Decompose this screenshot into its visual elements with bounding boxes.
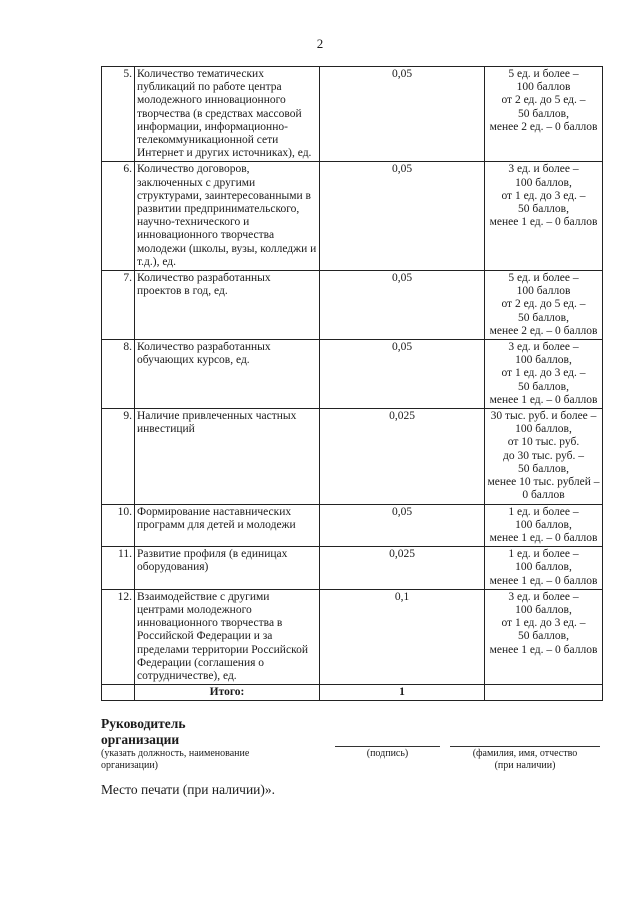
score-line: менее 1 ед. – 0 баллов [489,574,598,587]
criterion-score [485,67,603,162]
score-line: 100 баллов, [515,561,572,574]
row-number: 10. [102,504,135,547]
score-line: 3 ед. и более – [508,590,579,603]
score-line: 50 баллов, [518,630,569,643]
score-line: менее 1 ед. – 0 баллов [489,216,598,229]
criterion-name: Формирование наставнических программ для детей и молодежи [135,504,320,547]
score-line: 3 ед. и более – [508,341,579,354]
row-number: 5. [102,67,135,162]
score-line: менее 1 ед. – 0 баллов [489,643,598,656]
criterion-weight: 0,05 [320,162,485,271]
name-line [450,746,600,747]
table-row [102,504,603,547]
score-line: 100 баллов, [515,354,572,367]
table-row [102,162,603,271]
criterion-weight: 0,025 [320,547,485,590]
score-line: 0 баллов [522,489,565,502]
score-line: 100 баллов, [515,423,572,436]
row-number: 11. [102,547,135,590]
score-line: 30 тыс. руб. и более – [490,410,597,423]
score-line: от 1 ед. до 3 ед. – [501,367,586,380]
score-line: до 30 тыс. руб. – [502,449,584,462]
sign-hint: (подпись) [366,748,409,759]
score-line: 5 ед. и более – [508,272,579,285]
score-line: 50 баллов, [518,462,569,475]
table-row [102,340,603,409]
score-line: 100 баллов, [515,603,572,616]
criterion-weight: 0,05 [320,340,485,409]
criterion-name: Количество договоров, заключенных с другими структурами, заинтересованными в развитии предпринимательского, научно-технического и инновационного творчества молодежи (школы, вузы, колледжи и т.д.), ед. [135,162,320,271]
total-num-cell [102,685,135,701]
score-line: от 1 ед. до 3 ед. – [501,189,586,202]
row-number: 8. [102,340,135,409]
score-line: от 2 ед. до 5 ед. – [501,298,586,311]
score-line: 50 баллов, [518,203,569,216]
table-row [102,67,603,162]
score-line: 3 ед. и более – [508,163,579,176]
page-number: 2 [316,36,324,51]
score-line: 50 баллов, [518,311,569,324]
criterion-name: Взаимодействие с другими центрами молодежного инновационного творчества в Российской Федерации и за пределами территории Российской Федерации (соглашения о сотрудничестве), ед. [135,589,320,684]
position-hint: (указать должность, наименование организации) [101,748,250,771]
score-line: менее 1 ед. – 0 баллов [489,393,598,406]
criterion-score [485,547,603,590]
score-line: 100 баллов, [515,518,572,531]
criterion-score [485,340,603,409]
row-number: 6. [102,162,135,271]
name-hint: (фамилия, имя, отчество (при наличии) [472,748,578,771]
criterion-score [485,589,603,684]
total-score-cell [485,685,603,701]
score-line: от 10 тыс. руб. [507,436,580,449]
score-line: 50 баллов, [518,107,569,120]
head-title: Руководитель организации [101,716,186,747]
total-value: 1 [320,685,485,701]
score-line: 100 баллов, [515,176,572,189]
table-row [102,589,603,684]
score-line: от 2 ед. до 5 ед. – [501,94,586,107]
criterion-name: Развитие профиля (в единицах оборудования) [135,547,320,590]
criterion-name: Количество тематических публикаций по работе центра молодежного инновационного творчества (в средствах массовой информации, информационно-телекоммуникационной сети Интернет и других источниках), ед. [135,67,320,162]
score-line: 100 баллов [516,81,571,94]
criterion-score [485,271,603,340]
stamp-place: Место печати (при наличии)». [101,782,276,797]
score-line: менее 2 ед. – 0 баллов [489,324,598,337]
score-line: 1 ед. и более – [508,505,579,518]
criterion-weight: 0,05 [320,271,485,340]
score-line: 1 ед. и более – [508,548,579,561]
score-line: менее 1 ед. – 0 баллов [489,531,598,544]
row-number: 12. [102,589,135,684]
criteria-table [101,66,603,701]
sign-line [335,746,440,747]
criterion-score [485,409,603,504]
criterion-score [485,504,603,547]
score-line: 100 баллов [516,285,571,298]
score-line: от 1 ед. до 3 ед. – [501,617,586,630]
table-row [102,547,603,590]
score-line: менее 2 ед. – 0 баллов [489,120,598,133]
score-line: 5 ед. и более – [508,68,579,80]
criterion-weight: 0,05 [320,504,485,547]
table-row [102,271,603,340]
criterion-name: Количество разработанных обучающих курсов, ед. [135,340,320,409]
criterion-weight: 0,025 [320,409,485,504]
score-line: 50 баллов, [518,380,569,393]
row-number: 7. [102,271,135,340]
criterion-score [485,162,603,271]
criterion-name: Количество разработанных проектов в год, ед. [135,271,320,340]
criterion-weight: 0,05 [320,67,485,162]
total-row [102,685,603,701]
total-label: Итого: [135,685,320,701]
criterion-weight: 0,1 [320,589,485,684]
table-row [102,409,603,504]
row-number: 9. [102,409,135,504]
score-line: менее 10 тыс. рублей – [487,476,600,489]
criterion-name: Наличие привлеченных частных инвестиций [135,409,320,504]
